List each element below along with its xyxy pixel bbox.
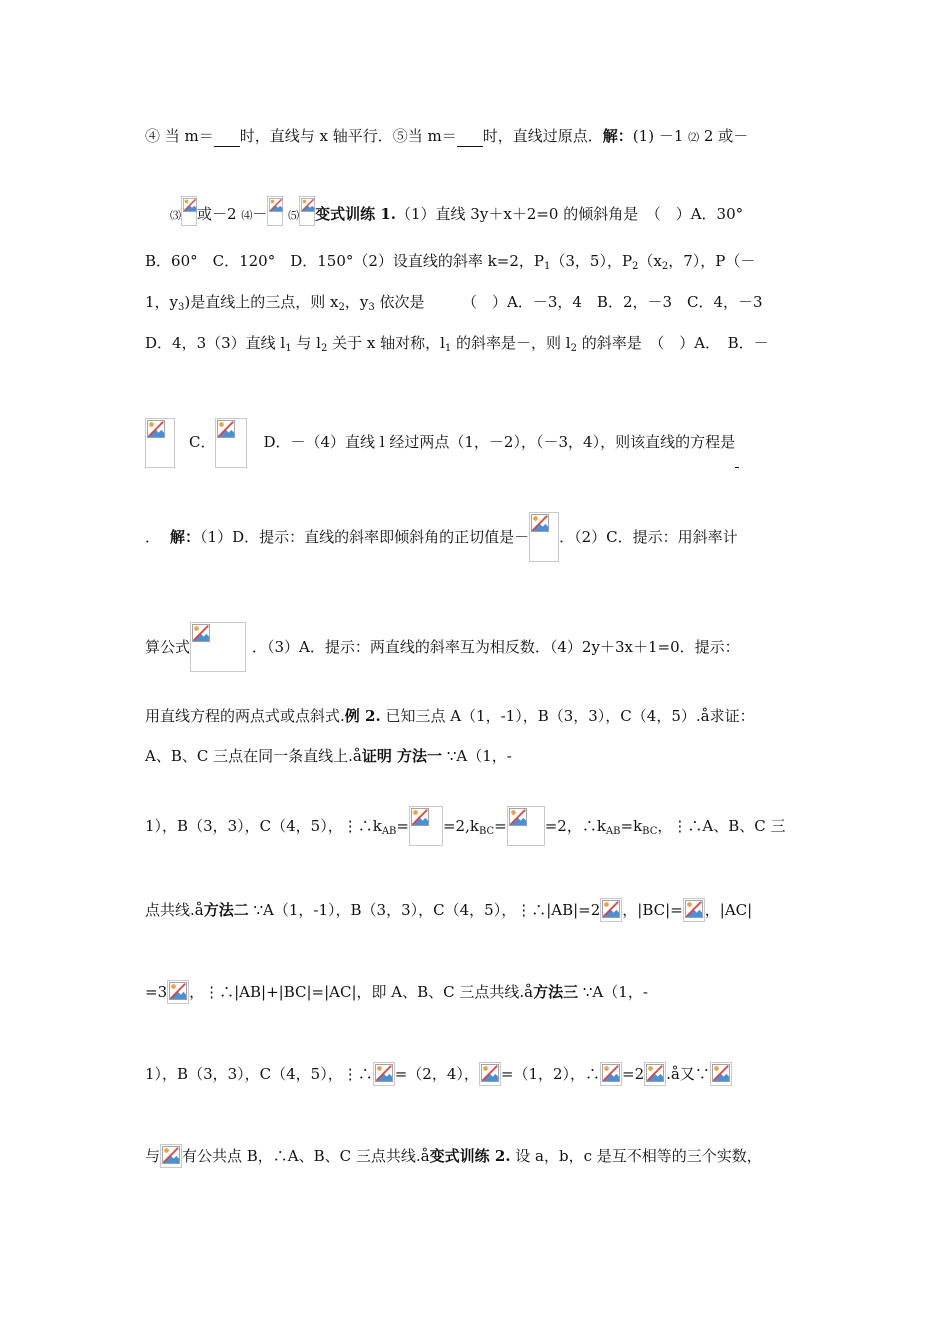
text-line-3: B．60° C．120° D．150°（2）设直线的斜率 k=2，$P_1(3$，5），$P_2(x_2$，7），P（－ [145,252,756,272]
broken-image-icon [167,980,189,1004]
broken-image-icon [145,418,175,468]
broken-image-icon [190,622,246,672]
text-line-6: C． D．－（4）直线 l 经过两点（1，－2），（－3，4），则该直线的方程是 [145,417,739,468]
broken-image-icon [600,1062,622,1086]
broken-image-icon [529,512,559,562]
broken-image-icon [409,806,443,846]
broken-image-icon [600,898,622,922]
text-line-10: A、B、C 三点在同一条直线上.å证明 方法一 ∵A（1，- [145,747,512,765]
text-line-4: 1，$y_3$)是直线上的三点，则 $x_2$，$y_3$ 依次是 （ ）A．－3，4 B．2，－3 C．4，－3 [145,293,763,313]
broken-image-icon [644,1062,666,1086]
broken-image-icon [683,898,705,922]
blank-m-parallel [214,126,240,147]
text-line-5: D．4，3（3）直线 $l_1$ 与 $l_2$ 关于 x 轴对称，$l_1$ 的斜率是－，则 $l_2$ 的斜率是 （ ）A． B．－ [145,334,769,354]
text-line-7: ． 解：（1）D．提示：直线的斜率即倾斜角的正切值是－ ．（2）C．提示：用斜率计 [145,512,738,562]
blank-line-equation [735,417,739,468]
broken-image-icon [181,196,197,226]
broken-image-icon [299,196,315,226]
broken-image-icon [160,1144,182,1168]
broken-image-icon [710,1062,732,1086]
text-line-1: ④ 当 m＝ 时，直线与 x 轴平行．⑤当 m＝ 时，直线过原点．解：(1) －1 ⑵ 2 或－ [145,127,749,145]
text-line-12: 点共线.å方法二 ∵A（1，-1），B（3，3），C（4，5），⋮∴|AB|=2 ，|BC|= ，|AC| [145,898,752,922]
text-line-15: 与 有公共点 B，∴A、B、C 三点共线.å变式训练 2. 设 a，b，c 是互不相等的三个实数， [145,1144,762,1168]
text-line-14: 1），B（3，3），C（4，5），⋮∴ =（2，4）， =（1，2），∴ =2 .å又∵ [145,1062,732,1086]
broken-image-icon [507,806,545,846]
broken-image-icon [479,1062,501,1086]
blank-m-origin [457,126,483,147]
text-line-8: 算公式 ．（3）A．提示：两直线的斜率互为相反数．（4）2y＋3x＋1=0．提示： [145,622,740,672]
broken-image-icon [267,196,283,226]
text-line-11: 1），B（3，3），C（4，5），$⋮\therefore k_{AB}=$ $=2,k_{BC}=$ =2，$\therefore k_{AB}=k_{BC}$，⋮∴A、B、C 三 [145,806,785,846]
text-line-13: =3 ，⋮∴|AB|+|BC|=|AC|，即 A、B、C 三点共线.å方法三 ∵A（1，- [145,980,648,1004]
broken-image-icon [373,1062,395,1086]
text-line-9: 用直线方程的两点式或点斜式.例 2. 已知三点 A（1，-1），B（3，3），C（4，5）.å求证： [145,707,755,725]
broken-image-icon [215,418,247,468]
text-line-2: ⑶ 或－2 ⑷－ ⑸ 变式训练 1.（1）直线 3y＋x＋2=0 的倾斜角是 （ ）A．30° [170,196,743,226]
